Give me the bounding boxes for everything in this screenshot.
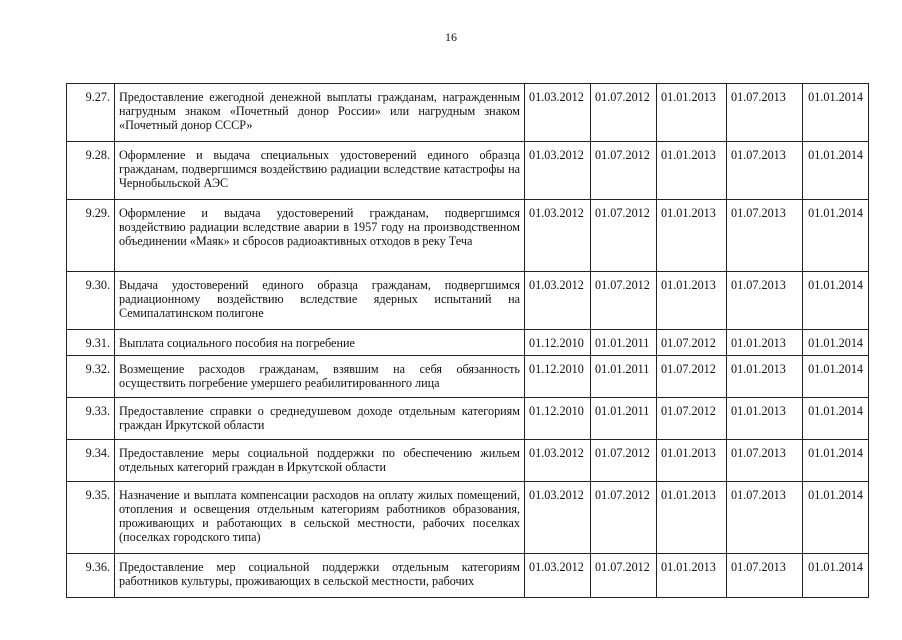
date-cell: 01.03.2012 bbox=[525, 272, 591, 330]
row-number: 9.32. bbox=[67, 356, 115, 398]
date-cell: 01.03.2012 bbox=[525, 84, 591, 142]
date-cell: 01.07.2012 bbox=[591, 482, 657, 554]
date-cell: 01.01.2013 bbox=[727, 398, 803, 440]
date-cell: 01.01.2013 bbox=[727, 356, 803, 398]
table-row bbox=[67, 554, 869, 598]
date-cell: 01.12.2010 bbox=[525, 330, 591, 356]
date-cell: 01.01.2011 bbox=[591, 356, 657, 398]
date-cell: 01.01.2013 bbox=[657, 554, 727, 598]
date-cell: 01.01.2013 bbox=[657, 482, 727, 554]
date-cell: 01.01.2014 bbox=[803, 200, 869, 272]
date-cell: 01.07.2012 bbox=[591, 440, 657, 482]
date-cell: 01.07.2013 bbox=[727, 142, 803, 200]
date-cell: 01.01.2014 bbox=[803, 440, 869, 482]
date-cell: 01.12.2010 bbox=[525, 356, 591, 398]
date-cell: 01.03.2012 bbox=[525, 482, 591, 554]
service-description: Выплата социального пособия на погребение bbox=[115, 330, 525, 356]
table-row bbox=[67, 272, 869, 330]
service-description: Предоставление справки о среднедушевом доходе отдельным категориям граждан Иркутской области bbox=[115, 398, 525, 440]
row-number: 9.30. bbox=[67, 272, 115, 330]
date-cell: 01.07.2013 bbox=[727, 554, 803, 598]
date-cell: 01.01.2014 bbox=[803, 482, 869, 554]
date-cell: 01.01.2013 bbox=[727, 330, 803, 356]
date-cell: 01.07.2012 bbox=[657, 398, 727, 440]
date-cell: 01.01.2013 bbox=[657, 272, 727, 330]
date-cell: 01.07.2013 bbox=[727, 200, 803, 272]
date-cell: 01.03.2012 bbox=[525, 554, 591, 598]
date-cell: 01.01.2013 bbox=[657, 84, 727, 142]
row-number: 9.34. bbox=[67, 440, 115, 482]
date-cell: 01.07.2013 bbox=[727, 440, 803, 482]
service-description: Возмещение расходов гражданам, взявшим на себя обязанность осуществить погребение умершего реабилитированного лица bbox=[115, 356, 525, 398]
date-cell: 01.01.2013 bbox=[657, 440, 727, 482]
table-row bbox=[67, 440, 869, 482]
date-cell: 01.01.2011 bbox=[591, 398, 657, 440]
table-row bbox=[67, 200, 869, 272]
row-number: 9.33. bbox=[67, 398, 115, 440]
date-cell: 01.01.2011 bbox=[591, 330, 657, 356]
service-description: Предоставление ежегодной денежной выплаты гражданам, награжденным нагрудным знаком «Почетный донор России» или нагрудным знаком «Почетный донор СССР» bbox=[115, 84, 525, 142]
table-row bbox=[67, 142, 869, 200]
service-description: Оформление и выдача специальных удостоверений единого образца гражданам, подвергшимся воздействию радиации вследствие катастрофы на Чернобыльской АЭС bbox=[115, 142, 525, 200]
row-number: 9.27. bbox=[67, 84, 115, 142]
date-cell: 01.01.2014 bbox=[803, 554, 869, 598]
service-description: Предоставление меры социальной поддержки по обеспечению жильем отдельных категорий граждан в Иркутской области bbox=[115, 440, 525, 482]
service-description: Оформление и выдача удостоверений гражданам, подвергшимся воздействию радиации вследствие аварии в 1957 году на производственном объединении «Маяк» и сбросов радиоактивных отходов в реку Теча bbox=[115, 200, 525, 272]
date-cell: 01.03.2012 bbox=[525, 200, 591, 272]
service-description: Выдача удостоверений единого образца гражданам, подвергшимся радиационному воздействию вследствие ядерных испытаний на Семипалатинском полигоне bbox=[115, 272, 525, 330]
date-cell: 01.07.2012 bbox=[591, 200, 657, 272]
row-number: 9.31. bbox=[67, 330, 115, 356]
services-schedule-table bbox=[66, 83, 869, 598]
table-row bbox=[67, 84, 869, 142]
date-cell: 01.01.2014 bbox=[803, 142, 869, 200]
date-cell: 01.01.2014 bbox=[803, 272, 869, 330]
date-cell: 01.07.2012 bbox=[591, 554, 657, 598]
date-cell: 01.01.2013 bbox=[657, 200, 727, 272]
date-cell: 01.07.2012 bbox=[657, 330, 727, 356]
page-number: 16 bbox=[445, 30, 457, 44]
date-cell: 01.01.2013 bbox=[657, 142, 727, 200]
table-row bbox=[67, 482, 869, 554]
row-number: 9.35. bbox=[67, 482, 115, 554]
date-cell: 01.07.2013 bbox=[727, 272, 803, 330]
row-number: 9.28. bbox=[67, 142, 115, 200]
date-cell: 01.03.2012 bbox=[525, 440, 591, 482]
date-cell: 01.12.2010 bbox=[525, 398, 591, 440]
date-cell: 01.07.2012 bbox=[591, 142, 657, 200]
date-cell: 01.01.2014 bbox=[803, 356, 869, 398]
row-number: 9.29. bbox=[67, 200, 115, 272]
service-description: Назначение и выплата компенсации расходов на оплату жилых помещений, отопления и освещения отдельным категориям работников образования, проживающих и работающих в сельской местности, рабочих поселках (поселках городского типа) bbox=[115, 482, 525, 554]
date-cell: 01.01.2014 bbox=[803, 84, 869, 142]
service-description: Предоставление мер социальной поддержки отдельным категориям работников культуры, проживающих в сельской местности, рабочих bbox=[115, 554, 525, 598]
row-number: 9.36. bbox=[67, 554, 115, 598]
date-cell: 01.07.2013 bbox=[727, 482, 803, 554]
date-cell: 01.01.2014 bbox=[803, 330, 869, 356]
table-row bbox=[67, 398, 869, 440]
table-row bbox=[67, 356, 869, 398]
date-cell: 01.03.2012 bbox=[525, 142, 591, 200]
date-cell: 01.07.2012 bbox=[591, 272, 657, 330]
date-cell: 01.07.2012 bbox=[657, 356, 727, 398]
table-row bbox=[67, 330, 869, 356]
date-cell: 01.07.2013 bbox=[727, 84, 803, 142]
date-cell: 01.07.2012 bbox=[591, 84, 657, 142]
date-cell: 01.01.2014 bbox=[803, 398, 869, 440]
